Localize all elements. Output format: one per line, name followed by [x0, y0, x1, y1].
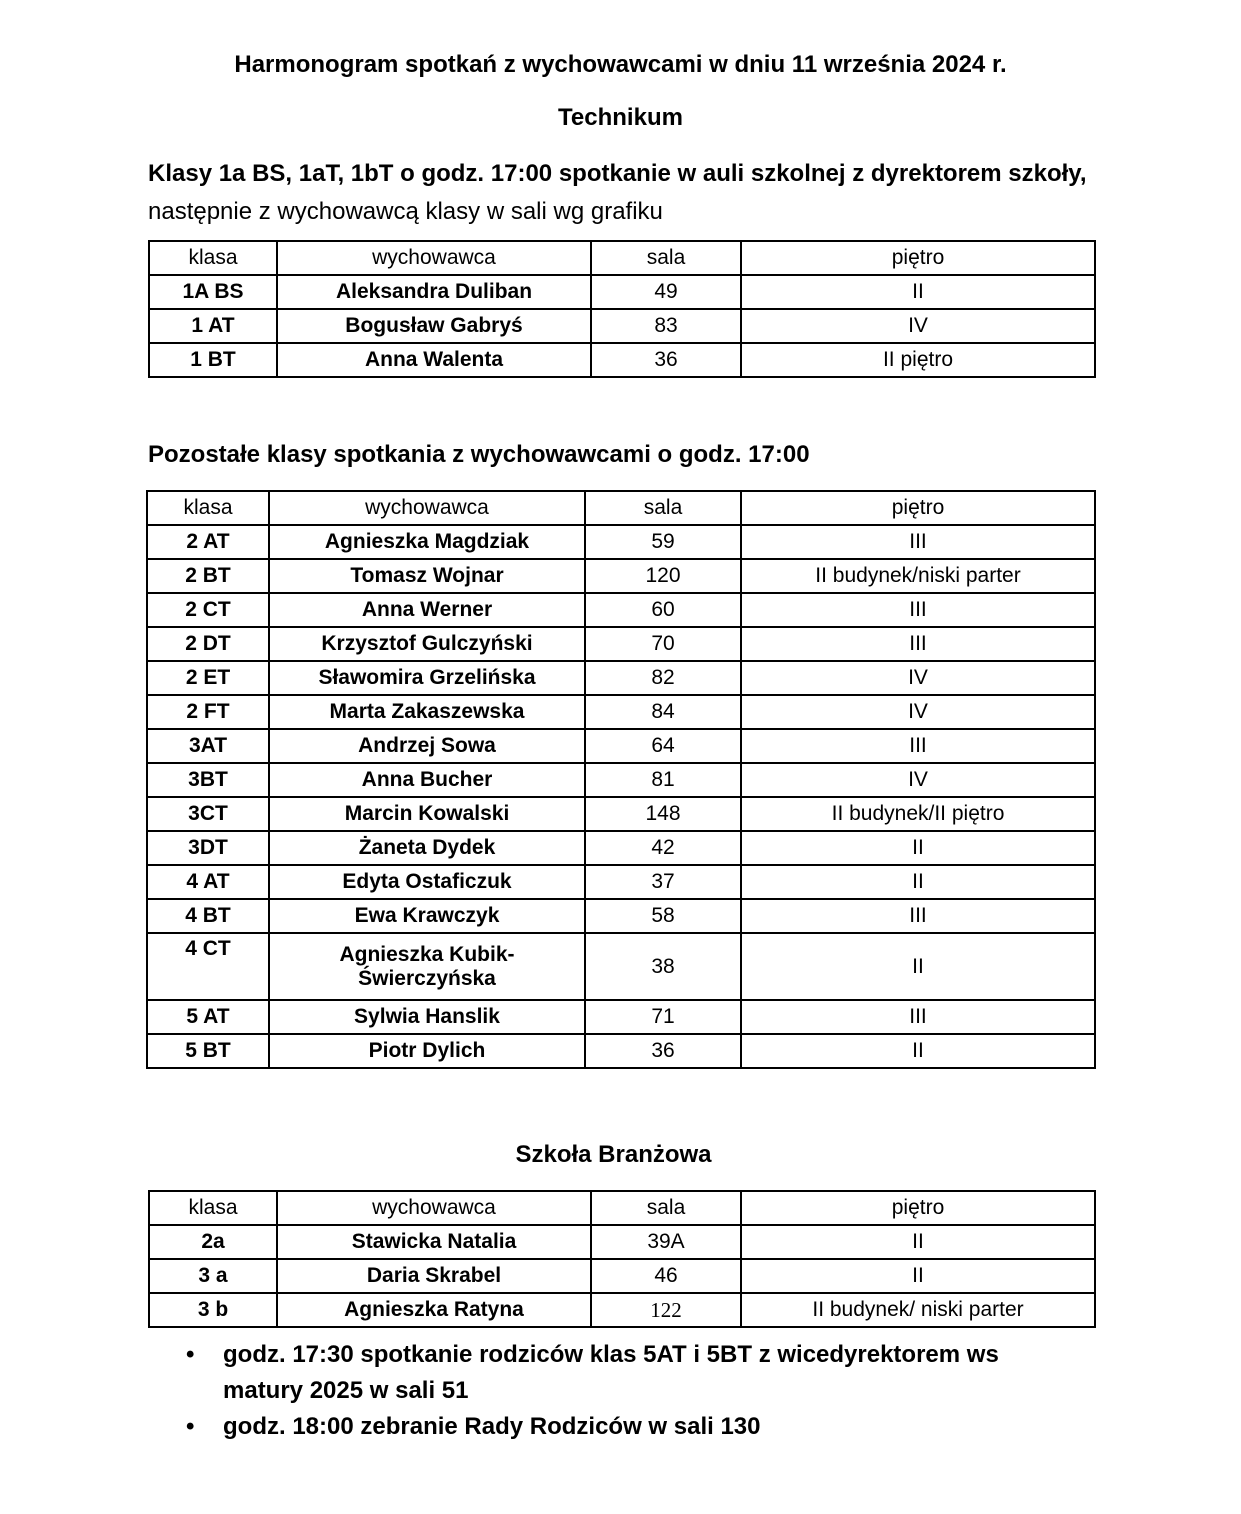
header-wychowawca: wychowawca: [277, 241, 591, 275]
bullet-icon: •: [186, 1413, 195, 1440]
header-klasa: klasa: [149, 1191, 277, 1225]
cell-pietro: II budynek/niski parter: [741, 559, 1095, 593]
cell-wychowawca: Andrzej Sowa: [269, 729, 585, 763]
cell-wychowawca: Anna Walenta: [277, 343, 591, 377]
cell-pietro: II: [741, 1034, 1095, 1068]
cell-sala: 83: [591, 309, 741, 343]
cell-sala: 59: [585, 525, 741, 559]
cell-klasa: 3 a: [149, 1259, 277, 1293]
cell-pietro: II: [741, 1259, 1095, 1293]
intro-normal-text: następnie z wychowawcą klasy w sali wg grafiku: [148, 198, 663, 225]
cell-sala: 70: [585, 627, 741, 661]
cell-wychowawca: Krzysztof Gulczyński: [269, 627, 585, 661]
cell-pietro: II: [741, 275, 1095, 309]
cell-klasa: 3BT: [147, 763, 269, 797]
cell-wychowawca: Marcin Kowalski: [269, 797, 585, 831]
header-sala: sala: [591, 241, 741, 275]
wychowawca-line-2: Świerczyńska: [358, 966, 496, 990]
cell-sala: 39A: [591, 1225, 741, 1259]
table-row: [149, 1225, 1095, 1259]
cell-pietro: III: [741, 1000, 1095, 1034]
header-pietro: piętro: [741, 1191, 1095, 1225]
cell-sala: 58: [585, 899, 741, 933]
cell-pietro: III: [741, 899, 1095, 933]
cell-klasa: 2 DT: [147, 627, 269, 661]
table-row: [147, 763, 1095, 797]
cell-wychowawca: Ewa Krawczyk: [269, 899, 585, 933]
list-item: [180, 1337, 1080, 1409]
cell-klasa: 2 AT: [147, 525, 269, 559]
cell-pietro: III: [741, 593, 1095, 627]
announcement-line-1: godz. 17:30 spotkanie rodziców klas 5AT i 5BT z wicedyrektorem ws: [223, 1341, 999, 1368]
cell-pietro: II: [741, 831, 1095, 865]
cell-klasa: 2 ET: [147, 661, 269, 695]
cell-wychowawca: Anna Bucher: [269, 763, 585, 797]
cell-pietro: II budynek/II piętro: [741, 797, 1095, 831]
table-row: [147, 627, 1095, 661]
header-klasa: klasa: [149, 241, 277, 275]
intro-bold-text: Klasy 1a BS, 1aT, 1bT o godz. 17:00 spotkanie w auli szkolnej z dyrektorem szkoły,: [148, 160, 1087, 187]
cell-sala: 49: [591, 275, 741, 309]
cell-sala: 82: [585, 661, 741, 695]
cell-klasa: 5 BT: [147, 1034, 269, 1068]
cell-pietro: III: [741, 729, 1095, 763]
cell-sala: 36: [585, 1034, 741, 1068]
cell-sala: 38: [585, 933, 741, 1000]
cell-pietro: II: [741, 933, 1095, 1000]
cell-pietro: III: [741, 627, 1095, 661]
cell-sala: 71: [585, 1000, 741, 1034]
cell-wychowawca: Agnieszka Ratyna: [277, 1293, 591, 1327]
table-row: [147, 593, 1095, 627]
table-row: [147, 1000, 1095, 1034]
announcement-line-2: matury 2025 w sali 51: [223, 1377, 469, 1404]
cell-wychowawca: Tomasz Wojnar: [269, 559, 585, 593]
cell-sala: 120: [585, 559, 741, 593]
cell-sala: 81: [585, 763, 741, 797]
header-wychowawca: wychowawca: [269, 491, 585, 525]
cell-klasa: 3 b: [149, 1293, 277, 1327]
table-row: [147, 1034, 1095, 1068]
table-row: [147, 797, 1095, 831]
bullet-icon: •: [186, 1341, 195, 1368]
school-section-title: Technikum: [558, 104, 683, 131]
cell-pietro: IV: [741, 763, 1095, 797]
cell-wychowawca: Aleksandra Duliban: [277, 275, 591, 309]
cell-sala: 148: [585, 797, 741, 831]
table-row: [149, 343, 1095, 377]
table-row: [147, 899, 1095, 933]
table-row: [147, 661, 1095, 695]
branzowa-heading: Szkoła Branżowa: [515, 1141, 712, 1168]
table-row: [149, 1259, 1095, 1293]
table-header-row: [149, 241, 1095, 275]
cell-klasa: 2 BT: [147, 559, 269, 593]
cell-wychowawca: Stawicka Natalia: [277, 1225, 591, 1259]
cell-klasa: 3DT: [147, 831, 269, 865]
cell-sala: 36: [591, 343, 741, 377]
table-row: [147, 831, 1095, 865]
cell-wychowawca: Edyta Ostaficzuk: [269, 865, 585, 899]
table-row: [149, 309, 1095, 343]
cell-pietro: IV: [741, 309, 1095, 343]
cell-klasa: 4 AT: [147, 865, 269, 899]
cell-klasa: 4 BT: [147, 899, 269, 933]
cell-klasa: 1 BT: [149, 343, 277, 377]
header-pietro: piętro: [741, 491, 1095, 525]
table-row: [147, 559, 1095, 593]
announcements-list: [180, 1337, 1080, 1445]
header-pietro: piętro: [741, 241, 1095, 275]
wychowawca-line-1: Agnieszka Kubik-: [339, 942, 515, 966]
cell-pietro: IV: [741, 661, 1095, 695]
document-title: Harmonogram spotkań z wychowawcami w dniu 11 września 2024 r.: [234, 51, 1007, 78]
cell-wychowawca: Agnieszka Magdziak: [269, 525, 585, 559]
cell-pietro: IV: [741, 695, 1095, 729]
cell-pietro: II: [741, 865, 1095, 899]
cell-wychowawca: Sławomira Grzelińska: [269, 661, 585, 695]
cell-sala: 84: [585, 695, 741, 729]
cell-pietro: II budynek/ niski parter: [741, 1293, 1095, 1327]
other-classes-heading: Pozostałe klasy spotkania z wychowawcami o godz. 17:00: [148, 441, 810, 468]
cell-pietro: II piętro: [741, 343, 1095, 377]
header-wychowawca: wychowawca: [277, 1191, 591, 1225]
announcement-line-1: godz. 18:00 zebranie Rady Rodziców w sali 130: [223, 1413, 761, 1440]
cell-wychowawca: Daria Skrabel: [277, 1259, 591, 1293]
list-item: [180, 1409, 1080, 1445]
cell-sala: 46: [591, 1259, 741, 1293]
cell-wychowawca: Anna Werner: [269, 593, 585, 627]
table-row: [147, 729, 1095, 763]
cell-wychowawca: Żaneta Dydek: [269, 831, 585, 865]
table-row: [147, 525, 1095, 559]
table-row: [149, 1293, 1095, 1327]
header-klasa: klasa: [147, 491, 269, 525]
cell-wychowawca: Bogusław Gabryś: [277, 309, 591, 343]
first-year-classes-table: [148, 240, 1096, 378]
other-classes-table: [146, 490, 1096, 1069]
cell-pietro: II: [741, 1225, 1095, 1259]
cell-sala: 37: [585, 865, 741, 899]
cell-klasa: 2 CT: [147, 593, 269, 627]
cell-klasa: 2a: [149, 1225, 277, 1259]
header-sala: sala: [591, 1191, 741, 1225]
cell-klasa: 3CT: [147, 797, 269, 831]
cell-klasa: 3AT: [147, 729, 269, 763]
cell-sala: 60: [585, 593, 741, 627]
cell-sala: 64: [585, 729, 741, 763]
table-row: [149, 275, 1095, 309]
branzowa-classes-table: [148, 1190, 1096, 1328]
cell-wychowawca: [269, 933, 585, 1000]
cell-sala: 122: [591, 1293, 741, 1327]
cell-wychowawca: Piotr Dylich: [269, 1034, 585, 1068]
table-row: [147, 933, 1095, 1000]
cell-klasa: 5 AT: [147, 1000, 269, 1034]
cell-klasa: 2 FT: [147, 695, 269, 729]
cell-klasa: 1A BS: [149, 275, 277, 309]
cell-klasa: 4 CT: [147, 933, 269, 1000]
cell-wychowawca: Sylwia Hanslik: [269, 1000, 585, 1034]
table-header-row: [149, 1191, 1095, 1225]
cell-sala: 42: [585, 831, 741, 865]
table-header-row: [147, 491, 1095, 525]
table-row: [147, 865, 1095, 899]
intro-paragraph: [148, 155, 1108, 231]
header-sala: sala: [585, 491, 741, 525]
cell-pietro: III: [741, 525, 1095, 559]
cell-wychowawca: Marta Zakaszewska: [269, 695, 585, 729]
cell-klasa: 1 AT: [149, 309, 277, 343]
table-row: [147, 695, 1095, 729]
